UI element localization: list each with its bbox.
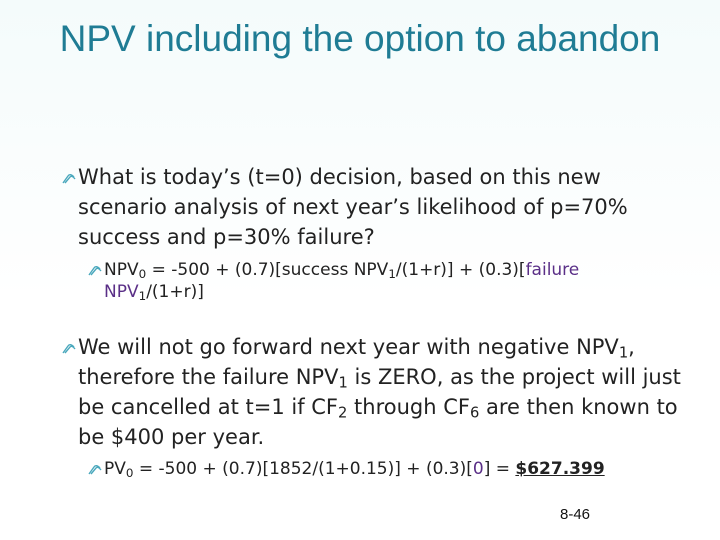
bullet-1-text: What is today’s (t=0) decision, based on this new scenario analysis of next year’s likelihood of p=70% success and p=30% failure? [78,165,628,249]
npv-result: $627.399 [515,459,605,479]
bullet-2-1-formula: $PV_0 = -500 + (0.7)[1852/(1+0.15)] + (0.3)[0]$ = $627.399 [104,459,605,480]
bullet-2-text: We will not go forward next year with negative $NPV_1$, therefore the failure $NPV_1$ is ZERO, as the project will just be cancelled at t=1 if $CF_2$ through $CF_6$ are then known to be $400 per year. [78,335,681,449]
page-number: 8-46 [560,506,591,523]
bullet-icon [88,465,102,475]
bullet-icon [62,174,76,184]
slide-title: NPV including the option to abandon [59,18,661,59]
bullet-icon [88,266,102,276]
bullet-icon [62,344,76,354]
bullet-1-1-formula: $NPV_0 = -500$ + (0.7)[success $NPV_1/(1+r)$] + (0.3)[failure $NPV_1/(1+r)$] [104,260,580,303]
